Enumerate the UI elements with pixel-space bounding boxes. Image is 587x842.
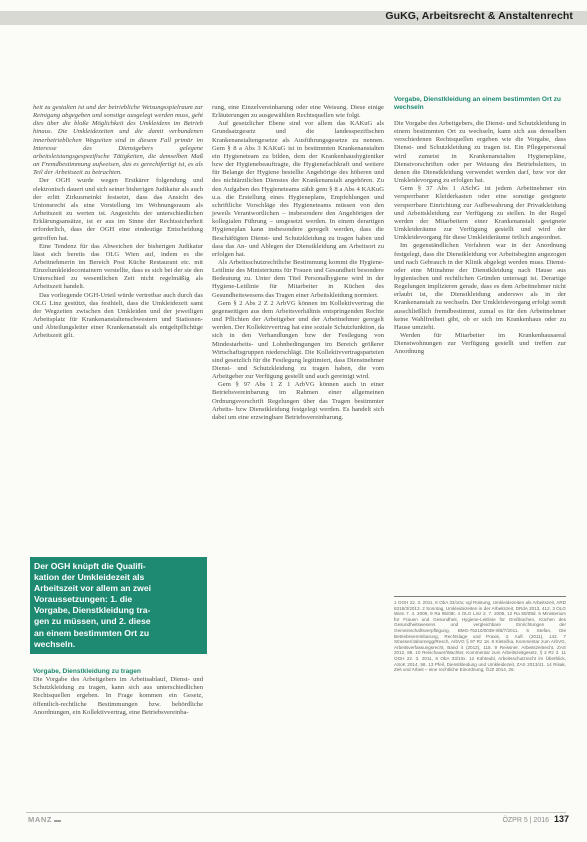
column-2 [212,104,384,422]
page-footer [502,814,569,824]
pull-quote-line: wechseln. [34,638,76,649]
pull-quote-line: Voraussetzungen: 1. die [34,594,133,605]
journal-issue: ÖZPR 5 | 2016 [502,817,550,824]
pull-quote-line: Arbeitszeit vor allem an zwei [34,583,152,594]
paragraph: Gem § 2 Abs 2 Z 2 ArbVG können im Kollektivvertrag die gegenseitigen aus dem Arbeitsverhältnis entspringenden Rechte und Pflichten der Arbeitgeber und der Arbeitnehmer geregelt werden. Der Kollektivvertrag hat eine soziale Schutzfunktion, da sich in den Verhandlungen bzw der Festlegung von Mindestarbeits- und Lohnbedingungen im Bereich größerer Wirtschaftsgruppen niederschlägt. Die Kollektivvertragsparteien sind gesetzlich für die Festlegung legitimiert, dass Dienstnehmer Dienst- und Schutzkleidung zu tragen haben, die vom Arbeitgeber zur Verfügung gestellt und auch gereinigt wird. [212,299,384,381]
publisher-logo-text: MANZ [28,815,53,824]
column-1 [33,104,203,341]
paragraph: Eine Tendenz für das Abweichen der bisherigen Judikatur lässt sich bereits das OLG Wien auf, indem es die Arbeitnehmerin im Bereich Post Küche Restaurant etc. mit Einzelumkleidecontainern verstellte, dass es sich bei der sie den Unterschied zu wesentlichen Zeit nicht regelmäßig als Arbeitszeit handelt. [33,242,203,291]
paragraph: Die Vorgabe des Arbeitgebers, die Dienst- und Schutzkleidung in einem bestimmten Ort zu wechseln, kann sich aus denselben verschiedenen Rechtsquellen ergeben wie die Vorgabe, dass Dienst- und Schutzkleidung zu tragen ist. Ein Pflegepersonal wird zumeist in Krankenanstalten Hygienepläne, Dienstvorschriften oder per Weisung des Betriebsleiters, in denen die Dienstkleidung verwendet werden darf, bzw vor der Umkleidevorgang zu erfolgen hat. [394,120,566,185]
column-1-bottom [33,668,203,717]
column-3 [394,120,566,357]
footnote-divider [394,596,566,597]
paragraph: Der OGH wurde wegen Erstkärer folgendung und elektronisch dauert und sich seiner bisherigen Judikatur als auch der erlitt Zirkusmeinkt festsetzt, dass das Ansicht des Unionsrecht als eine Vorstellung im Wohnungsraum als Arbeitszeit zu werten ist. Angesichts der unterschiedlichen Erklärungsansätze, ist er aus im Sinne der Rechtssicherheit erforderlich, dass der OGH eine eindeutige Entscheidung getroffen hat. [33,177,203,242]
footnotes: 1 OGH 22. 3. 2011, 8 ObA 33/10x; vgl Rüstung, Umkleidezeiten als Arbeitszeit, ARD 6318/3/2013. 2 Sonntag, Umkleidezeiten in der Arbeitszeit, DRdA 2013, 412. 3 OLG Wien 7. 4. 2009, 9 Ra 95/08t. 4 OLG Linz 2. 7. 2009, 12 Ra 50/09d. 5 Ministerium für Frauen und Gesundheit, Hygiene-Leitlinie für Großküchen, Küchen des Gesundheitswesens und vergleichbare Einrichtungen der Gemeinschaftsverpflegung, BMG-75210/0039-II/B/7/2011. 6 Stefan, Die Betriebsvereinbarung, Rechtslage und Praxis, 2. Aufl. (2011), 142. 7 Strasser/Jabornegg/Resch, ArbVG § 97 Rz 18. 8 Kletečka, Kommentar zum ArbVG, Arbeitsverfassungsrecht, Band 4 (2012), 118. 9 Reissner, Arbeitszeitrecht, ZAS 2012, 88. 10 Reischauer/Wachter, Kommentar zum Arbeitszeitgesetz, § 2 Rz 3. 11 OGH 22. 3. 2011, 8 ObA 33/10x. 12 Kühteubl, Arbeitsschutzrecht im Überblick, ASoK 2014, 58. 13 Pfeil, Dienstkleidung und Umkleidezeit, ZAS 2013/41. 14 Risak, Zeit und Arbeit – eine rechtliche Einordnung, ÖJZ 2014, 26. [394,600,566,673]
pull-quote-line: Der OGH knüpft die Qualifi- [34,561,146,571]
paragraph: Werden für Mitarbeiter im Krankenhausareal Dienstwohnungen zur Verfügung gestellt und treffen zur Anordnung [394,332,566,356]
paragraph: Gem § 37 Abs 1 ASchG ist jedem Arbeitnehmer ein versperrbarer Kleiderkasten oder eine sonstige geeignete versperrbare Einrichtung zur Aufbewahrung der Privatkleidung und Arbeitskleidung zur Verfügung zu stellen. In der Regel werden der Mitarbeitern einer Krankenanstalt geeignete Umkleideräume zur Verfügung gestellt und wird der Umkleidevorgang für diese Umkleideräume örtlich angeordnet. [394,185,566,242]
pull-quote-line: Vorgabe, Dienstkleidung tra- [34,605,151,616]
paragraph: Die Vorgabe des Arbeitgebers im Arbeitsablauf, Dienst- und Schutzkleidung zu tragen, kann sich aus unterschiedlichen Rechtsquellen ergeben. In Frage kommen ein Gesetz, öffentlich-rechtliche Bestimmungen bzw. behördliche Anordnungen, ein Kollektivvertrag, eine Betriebsvereinba- [33,676,203,716]
section-heading: Vorgabe, Dienstkleidung zu tragen [33,668,141,675]
running-header-title: GuKG, Arbeitsrecht & Anstaltenrecht [385,10,573,22]
section-heading: Vorgabe, Dienstkleidung an einem bestimmten Ort zu wechseln [394,96,561,112]
paragraph: rung, eine Einzelvereinbarung oder eine Weisung. Diese einige Erläuterungen zu ausgewählten Rechtsquellen wie folgt. [212,104,384,120]
pull-quote-line: an einem bestimmten Ort zu [34,627,150,638]
paragraph: Das vorliegende OGH-Urteil würde vertretbar auch durch das OLG Linz gestützt, das festhielt, dass die Umkleidezeit samt der Wegzeiten zwischen den Umkleiden und der jeweiligen Arbeitsplatz für Krankenanstaltenschwestern und Stationen- und Abteilungsleiter einer Krankenanstalt als entgeltpflichtige Arbeitszeit gilt. [33,291,203,340]
page-number: 137 [553,814,569,824]
pull-quote-line: kation der Umkleidezeit als [34,572,145,583]
publisher-logo [28,815,61,824]
logo-mark-icon [54,815,61,822]
paragraph: Als Arbeitsschutzrechtliche Bestimmung kommt die Hygiene-Leitlinie des Ministeriums für Frauen und Gesundheit besondere Bedeutung zu. Unter dem Titel Personalhygiene wird in der Hygiene-Leitlinie für Mitarbeiter in Küchen des Gesundheitswesens das Tragen einer Arbeitskleidung normiert. [212,258,384,299]
footer-divider [26,812,566,813]
pull-quote [30,557,207,654]
paragraph: Auf gesetzlicher Ebene sind vor allem das KAKuG als Grundsatzgesetz und die landesspezifischen Krankenanstaltengesetze als Ausführungsgesetze zu nennen. Gem § 8 a Abs 3 KAKuG ist in bestimmten Krankenanstalten ein Hygieneteam zu bilden, dem der Krankenhaushygieniker bzw der Hygienebeauftragte, die Hygienefachkraft und weitere für Belange der Hygiene bestellte Angehörige des höheren und des nichtärztlichen Dienstes der Krankenanstalt angehören. Zu den Aufgaben des Hygieneteams zählt gem § 8 a Abs 4 KAKuG u.a. die Erstellung eines Hygieneplans, Empfehlungen und schriftliche Vorschläge des Hygieneteams müssen von den jeweils Verantwortlichen – insbesondere den Angehörigen der kollegialen Führung – umgesetzt werden. In einem derartigen Hygieneplan kann insbesondere geregelt werden, dass die Beschäftigten Dienst- und Schutzkleidung zu tragen haben und dass das An- und Ablegen der Dienstkleidung am Arbeitsort zu erfolgen hat. [212,120,384,258]
paragraph: Im gegenständlichen Verfahren war in der Anordnung festgelegt, dass die Dienstkleidung vor Arbeitsbeginn angezogen und nach Gebrauch in der Klinik abgelegt werden muss. Dienst- oder eine Mitnahme der Dienstkleidung nach Hause aus hygienischen und rechtlichen Gründen untersagt ist. Derartige Regelungen implizieren gerade, dass es dem Arbeitnehmer nicht erlaubt ist, die Dienstkleidung anderswo als in der Krankenanstalt zu wechseln. Der Umkleidevorgang erfolgt somit ausschließlich fremdbestimmt, zumal es für den Arbeitnehmer keine Wahlfreiheit gibt, ob er sich im Krankenhaus oder zu Hause umzieht. [394,242,566,331]
paragraph: Gem § 97 Abs 1 Z 1 ArbVG können auch in einer Betriebsvereinbarung im Rahmen einer allgemeinen Ordnungsvorschrift Regelungen über das Tragen bestimmter Arbeits- bzw Dienstkleidung festgelegt werden. Es handelt sich dabei um eine erzwingbare Betriebsvereinbarung. [212,381,384,421]
paragraph: heit zu gestalten ist und der betriebliche Weisungsspielraum zur Reinigung abgegeben und sonstige ausgelegt werden muss, geht dies über die bloße Möglichkeit des Umkleidens im Betrieb hinaus. Die Umkleidezeiten und die damit verbundenen innerbetrieblichen Wegzeiten sind in diesem Fall primär im Interesse des Dienstgebers gelegene arbeitsleistungsgespezifische Tätigkeiten, die demselben Maß an Fremdbestimmung aufweisen, das es gerechtfertigt ist, es als Teil der Arbeitszeit zu betrachten. [33,104,203,177]
pull-quote-line: gen zu müssen, und 2. diese [34,616,151,627]
